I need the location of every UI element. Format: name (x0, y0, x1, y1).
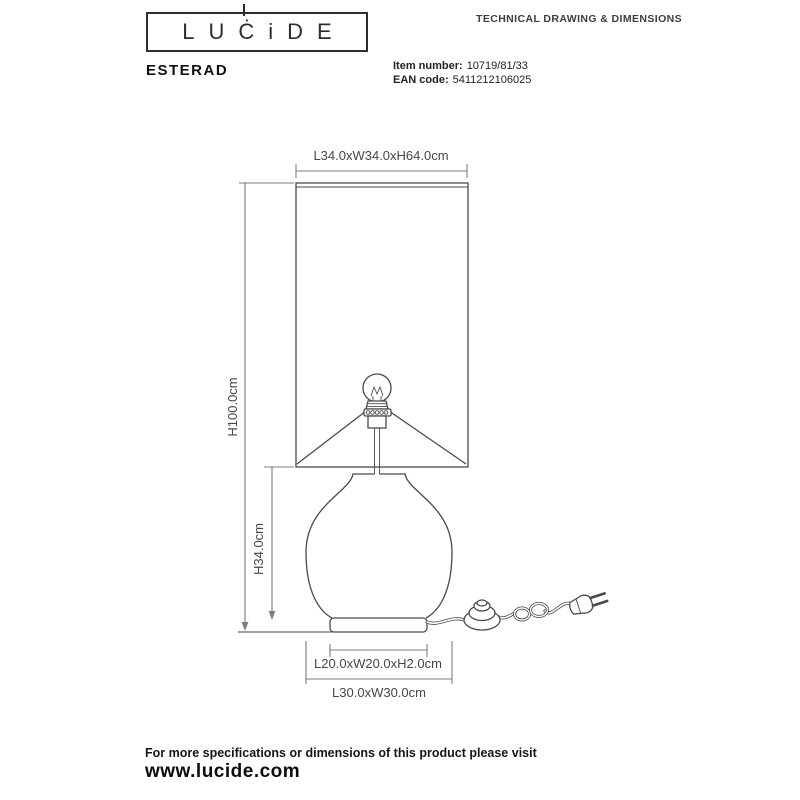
page-tagline: TECHNICAL DRAWING & DIMENSIONS (476, 13, 683, 25)
base-dimension-label: L20.0xW20.0xH2.0cm (314, 656, 442, 671)
foot-switch (464, 600, 500, 630)
dimension-body-height (251, 467, 294, 620)
power-plug-icon (567, 589, 608, 618)
footprint-dimension-label: L30.0xW30.0cm (332, 685, 426, 700)
light-bulb-icon (363, 374, 391, 402)
lucide-logo-text: LUĊiDE (182, 19, 346, 44)
ean-code-value: 5411212106025 (452, 74, 532, 86)
dimension-shade (296, 148, 467, 178)
ean-code-label: EAN code: (393, 74, 449, 86)
glass-body (306, 474, 452, 618)
shade-dimension-label: L34.0xW34.0xH64.0cm (313, 148, 449, 163)
item-number-label: Item number: (393, 60, 463, 72)
website-link[interactable]: www.lucide.com (145, 761, 301, 782)
product-name: ESTERAD (146, 62, 229, 79)
arrow-down-icon (269, 611, 276, 620)
dimension-base (314, 644, 442, 671)
item-number-value: 10719/81/33 (466, 60, 528, 72)
cord-knot (515, 604, 548, 621)
base-plate (330, 618, 427, 632)
arrow-down-icon (242, 622, 249, 631)
footer-note: For more specifications or dimensions of this product please visit (145, 746, 537, 760)
body-height-label: H34.0cm (251, 522, 266, 576)
total-height-label: H100.0cm (225, 377, 240, 437)
